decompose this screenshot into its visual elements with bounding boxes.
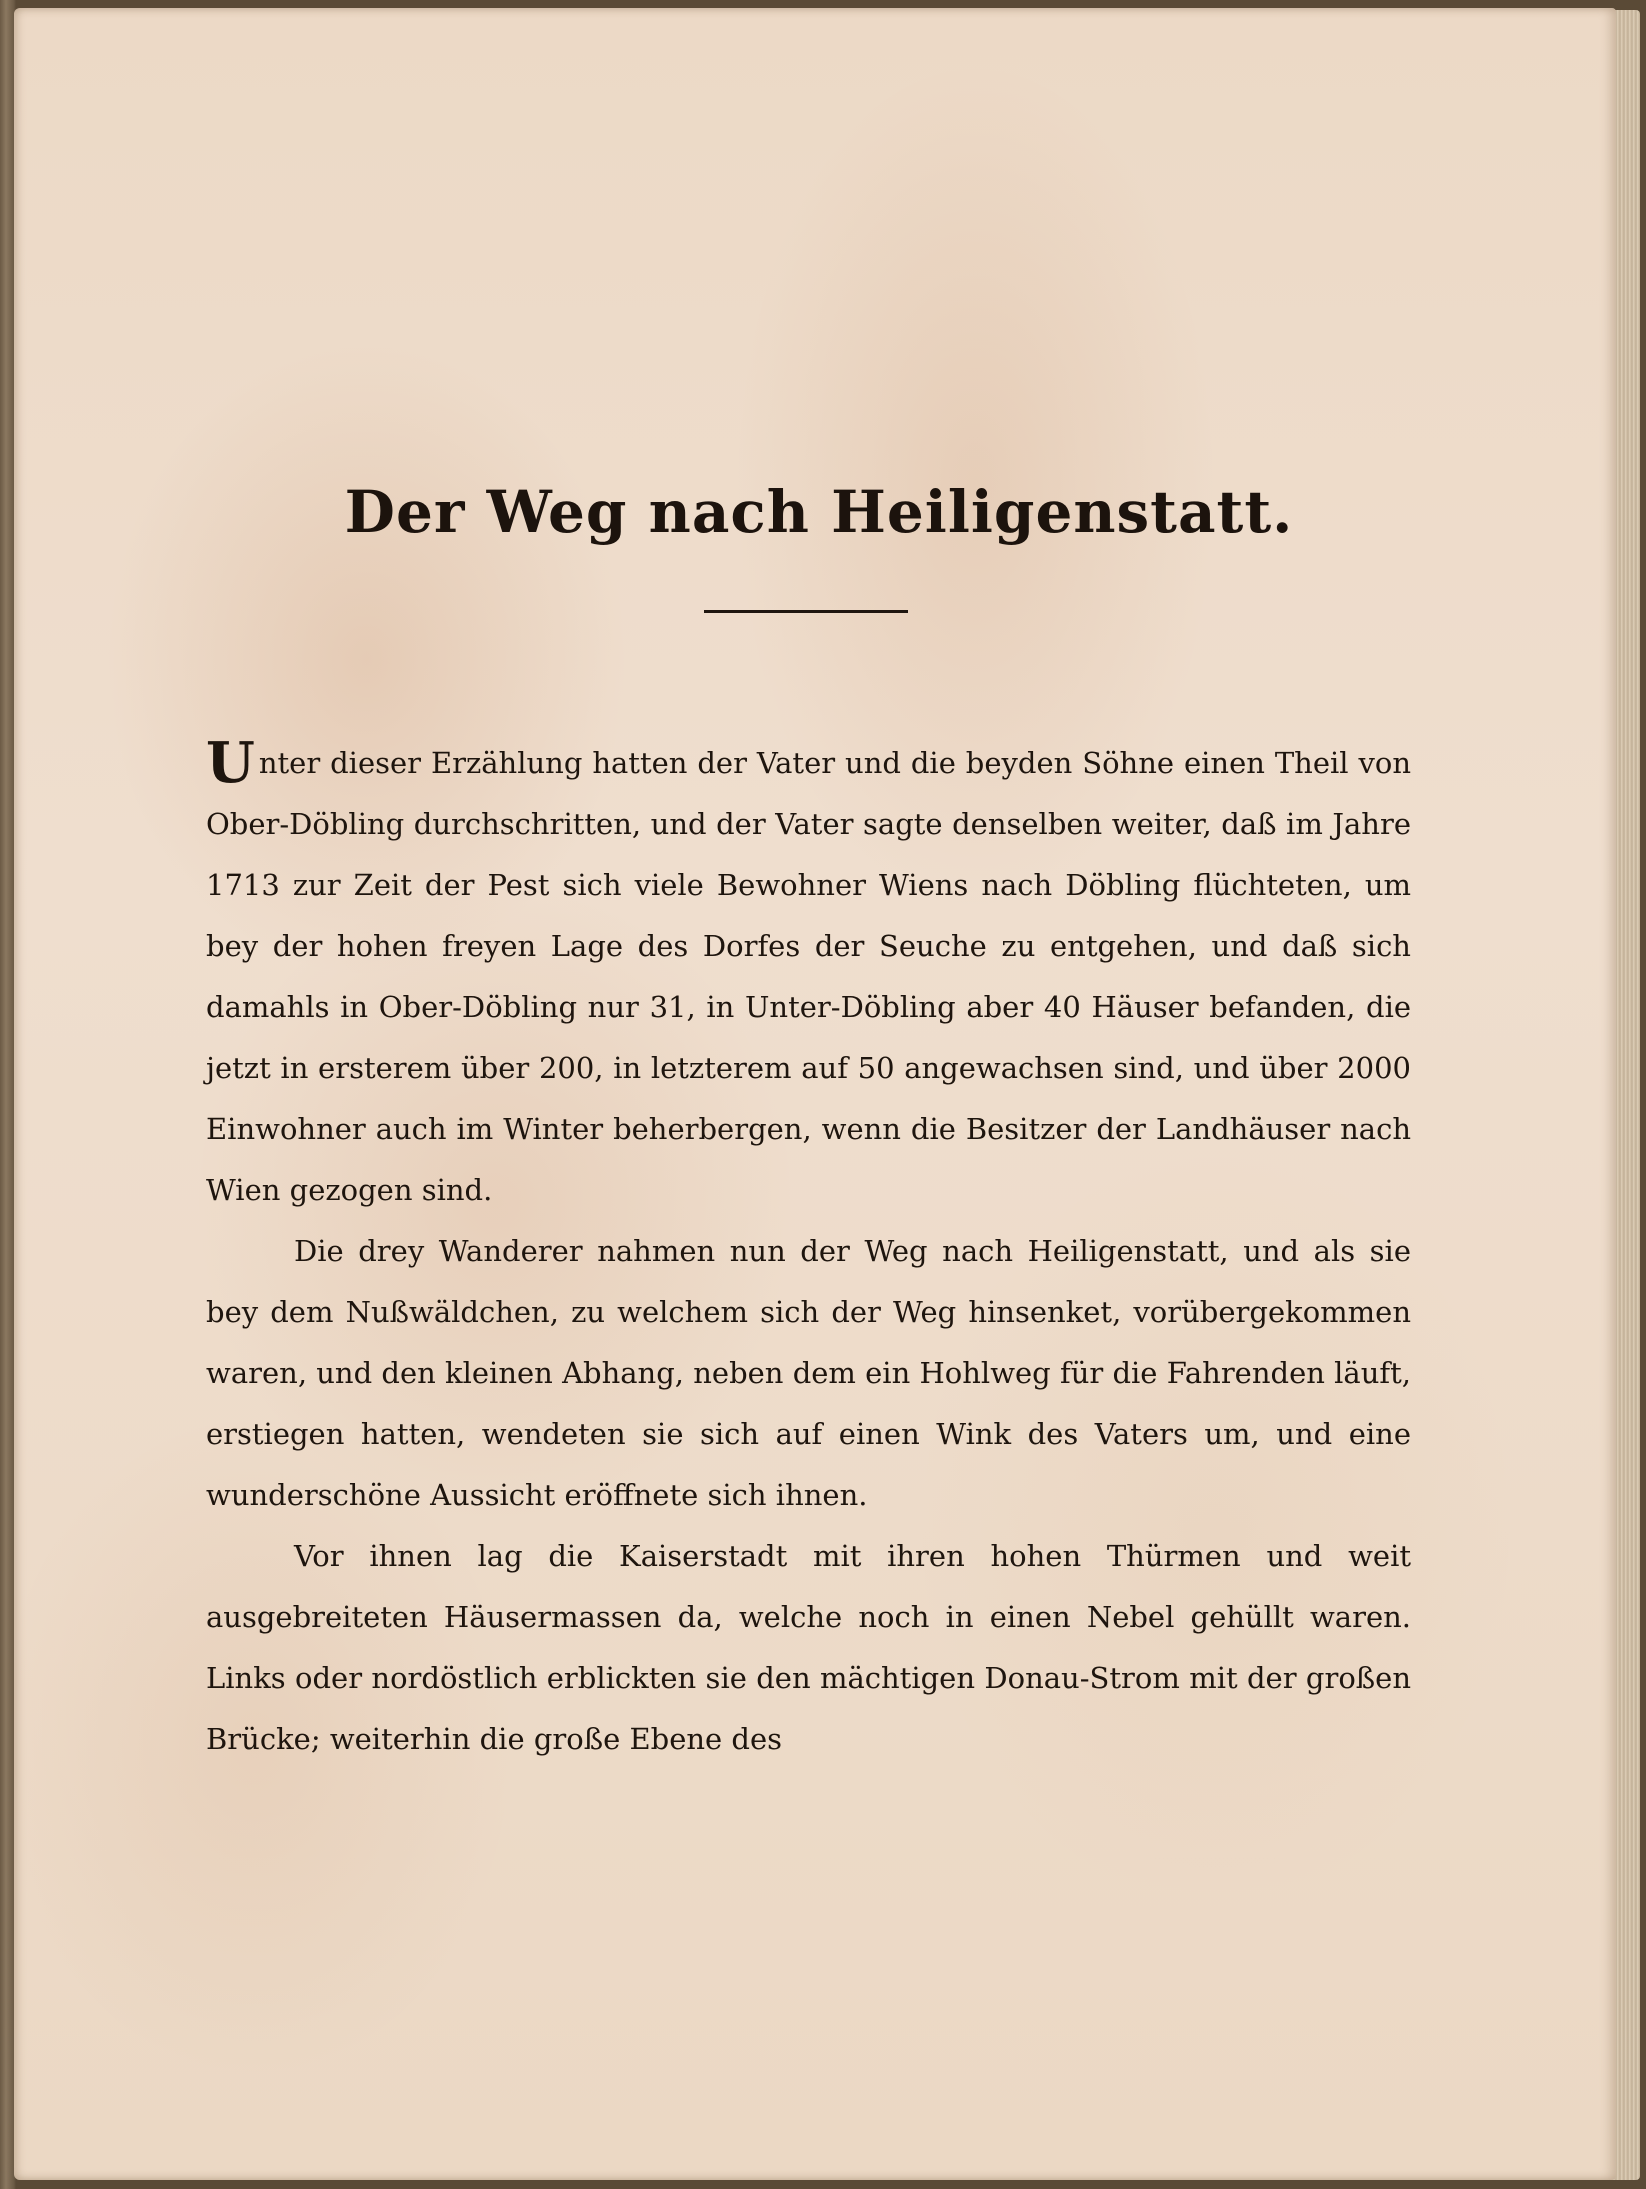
- paragraph-3: Vor ihnen lag die Kaiserstadt mit ihren hohen Thürmen und weit ausgebreiteten Häusermassen da, welche noch in einen Nebel gehüllt waren. Links oder nordöstlich erblickten sie den mächtigen Donau-Strom mit der großen Brücke; weiterhin die große Ebene des: [206, 1539, 1411, 1756]
- paragraph-1-text: nter dieser Erzählung hatten der Vater und die beyden Söhne einen Theil von Ober-Döbling durchschritten, und der Vater sagte denselben weiter, daß im Jahre 1713 zur Zeit der Pest sich viele Bewohner Wiens nach Döbling flüchteten, um bey der hohen freyen Lage des Dorfes der Seuche zu entgehen, und daß sich damahls in Ober-Döbling nur 31, in Unter-Döbling aber 40 Häuser befanden, die jetzt in ersterem über 200, in letzterem auf 50 angewachsen sind, und über 2000 Einwohner auch im Winter beherbergen, wenn die Besitzer der Landhäuser nach Wien gezogen sind.: [206, 746, 1411, 1207]
- body-text: [206, 730, 1411, 1770]
- book-page: [14, 8, 1616, 2180]
- paragraph-2: Die drey Wanderer nahmen nun der Weg nach Heiligenstatt, und als sie bey dem Nußwäldchen, zu welchem sich der Weg hinsenket, vorübergekommen waren, und den kleinen Abhang, neben dem ein Hohlweg für die Fahrenden läuft, erstiegen hatten, wendeten sie sich auf einen Wink des Vaters um, und eine wunderschöne Aussicht eröffnete sich ihnen.: [206, 1234, 1411, 1512]
- title-rule: [704, 610, 908, 613]
- chapter-title: Der Weg nach Heiligenstatt.: [344, 478, 1294, 546]
- drop-cap: U: [206, 730, 255, 796]
- paragraph-1: [206, 730, 1411, 1221]
